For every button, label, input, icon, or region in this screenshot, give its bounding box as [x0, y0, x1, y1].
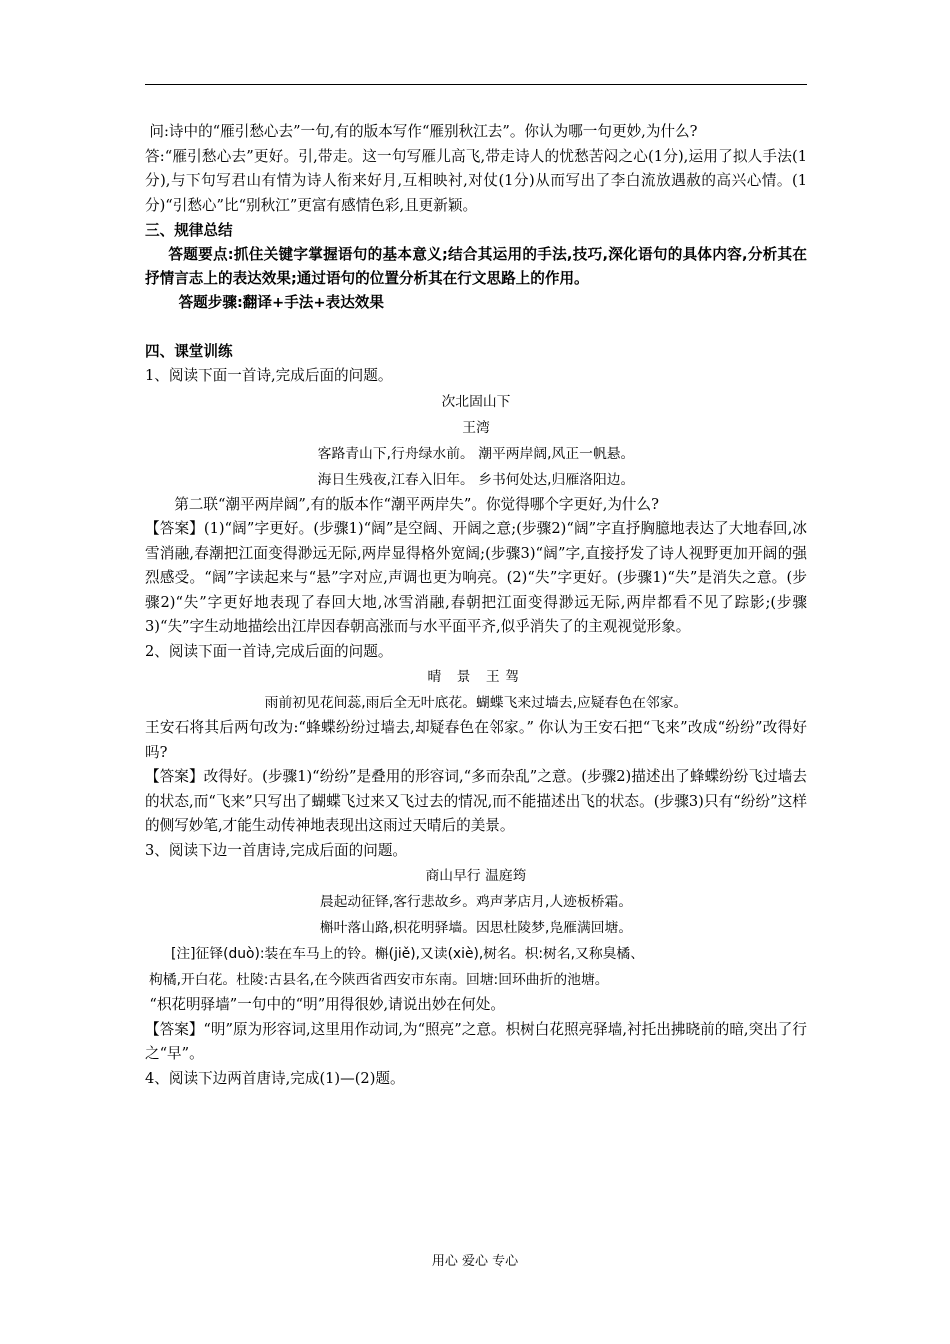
- q1-poem-author: 王湾: [462, 419, 490, 436]
- q1-question: 第二联“潮平两岸阔”,有的版本作“潮平两岸失”。你觉得哪个字更好,为什么?: [174, 495, 659, 513]
- q2-poem-title: 晴 景 王驾: [427, 669, 525, 685]
- q3-answer: 【答案】“明”原为形容词,这里用作动词,为“照亮”之意。枳树白花照亮驿墙,衬托出拂晓前的暗,突出了行之“早”。: [145, 1020, 807, 1062]
- answer-points: 答题要点:抓住关键字掌握语句的基本意义;结合其运用的手法,技巧,深化语句的具体内容,分析其在抒情言志上的表达效果;通过语句的位置分析其在行文思路上的作用。: [145, 246, 807, 287]
- q1-prompt: 1、阅读下面一首诗,完成后面的问题。: [145, 367, 393, 384]
- q2-answer: 【答案】改得好。(步骤1)“纷纷”是叠用的形容词,“多而杂乱”之意。(步骤2)描述出了蜂蝶纷纷飞过墙去的状态,而“飞来”只写出了蝴蝶飞过来又飞过去的情况,而不能描述出飞的状态。(步骤3)只有“纷纷”这样的侧写妙笔,才能生动传神地表现出这雨过天晴后的美景。: [145, 768, 807, 834]
- section-4-heading: 四、课堂训练: [145, 343, 233, 360]
- answer-steps: 答题步骤:翻译+手法+表达效果: [178, 294, 384, 311]
- q2-poem-line-1: 雨前初见花间蕊,雨后全无叶底花。蝴蝶飞来过墙去,应疑春色在邻家。: [264, 695, 688, 711]
- section-3-heading: 三、规律总结: [145, 222, 233, 239]
- q1-answer: 【答案】(1)“阔”字更好。(步骤1)“阔”是空阔、开阔之意;(步骤2)“阔”字直抒胸臆地表达了大地春回,冰雪消融,春潮把江面变得渺远无际,两岸显得格外宽阔;(步骤3)“阔”字,直接抒发了诗人视野更加开阔的强烈感受。“阔”字读起来与“悬”字对应,声调也更为响亮。(2)“失”字更好。(步骤1)“失”是消失之意。(步骤2)“失”字更好地表现了春回大地,冰雪消融,春朝把江面变得渺远无际,两岸都看不见了踪影;(步骤3)“失”字生动地描绘出江岸因春朝高涨而与水平面平齐,似乎消失了的主观视觉形象。: [145, 520, 807, 635]
- q2-prompt: 2、阅读下面一首诗,完成后面的问题。: [145, 642, 393, 660]
- q1-poem-line-2: 海日生残夜,江春入旧年。 乡书何处达,归雁洛阳边。: [317, 471, 635, 488]
- page-footer: 用心 爱心 专心: [431, 1254, 519, 1269]
- previous-question: 问:诗中的“雁引愁心去”一句,有的版本写作“雁别秋江去”。你认为哪一句更妙,为什么?: [149, 123, 698, 140]
- q3-poem-line-1: 晨起动征铎,客行悲故乡。鸡声茅店月,人迹板桥霜。: [319, 894, 633, 910]
- q3-note-line-2: 枸橘,开白花。杜陵:古县名,在今陕西省西安市东南。回塘:回环曲折的池塘。: [149, 972, 609, 988]
- q1-poem-line-1: 客路青山下,行舟绿水前。 潮平两岸阔,风正一帆悬。: [317, 445, 635, 462]
- q3-question: “枳花明驿墙”一句中的“明”用得很妙,请说出妙在何处。: [149, 996, 505, 1013]
- q3-poem-line-2: 槲叶落山路,枳花明驿墙。因思杜陵梦,凫雁满回塘。: [319, 920, 633, 936]
- q3-prompt: 3、阅读下边一首唐诗,完成后面的问题。: [145, 841, 408, 859]
- q1-poem-title: 次北固山下: [441, 393, 511, 410]
- q2-question: 王安石将其后两句改为:“蜂蝶纷纷过墙去,却疑春色在邻家。” 你认为王安石把“飞来”改成“纷纷”改得好吗?: [145, 719, 807, 761]
- header-rule: [145, 84, 807, 85]
- spacer: [145, 315, 807, 339]
- document-body: [145, 120, 807, 1091]
- q3-poem-title: 商山早行 温庭筠: [425, 868, 527, 884]
- q4-prompt: 4、阅读下边两首唐诗,完成(1)—(2)题。: [145, 1069, 405, 1087]
- q3-note-line-1: [注]征铎(duò):装在车马上的铃。槲(jiě),又读(xiè),树名。枳:树名,又称臭橘、: [171, 946, 645, 962]
- previous-answer: 答:“雁引愁心去”更好。引,带走。这一句写雁儿高飞,带走诗人的忧愁苦闷之心(1分),运用了拟人手法(1分),与下句写君山有情为诗人衔来好月,互相映衬,对仗(1分)从而写出了李白流放遇赦的高兴心情。(1分)“引愁心”比“别秋江”更富有感情色彩,且更新颖。: [145, 147, 807, 214]
